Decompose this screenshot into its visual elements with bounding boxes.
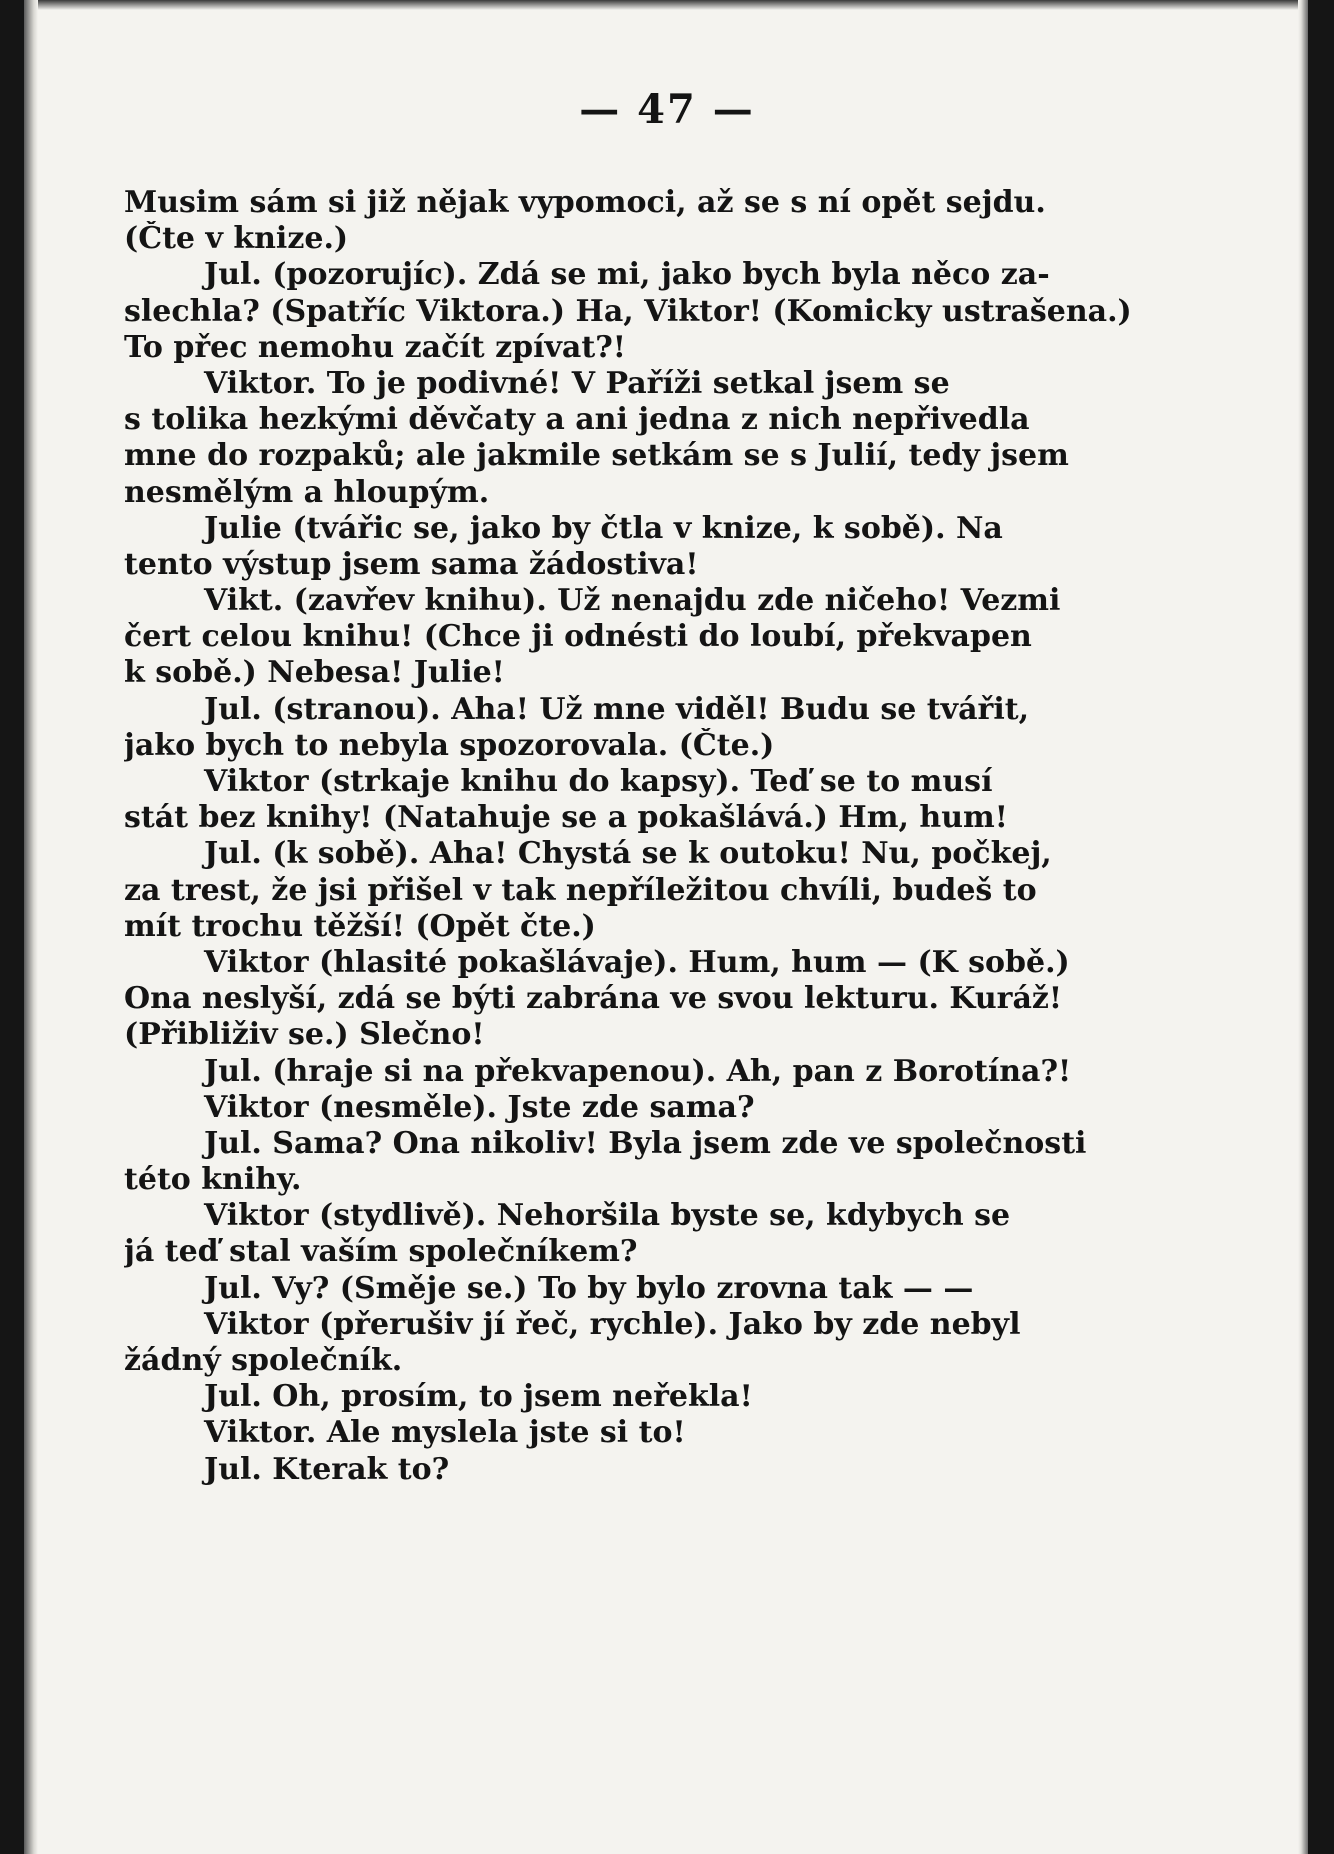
text-line: s tolika hezkými děvčaty a ani jedna z nich nepřivedla bbox=[124, 402, 1030, 438]
scan-edge-top bbox=[0, 0, 1334, 10]
text-line: Jul. (stranou). Aha! Už mne viděl! Budu se tvářit, bbox=[204, 691, 1030, 727]
text-line: Jul. (hraje si na překvapenou). Ah, pan z Borotína?! bbox=[204, 1053, 1072, 1089]
text-line: jako bych to nebyla spozorovala. (Čte.) bbox=[124, 727, 775, 763]
text-line: Viktor. Ale myslela jste si to! bbox=[204, 1415, 686, 1451]
text-line: této knihy. bbox=[124, 1162, 302, 1198]
text-block bbox=[124, 185, 1164, 1488]
text-line: Ona neslyší, zdá se býti zabrána ve svou lekturu. Kuráž! bbox=[124, 981, 1063, 1017]
text-line: Musim sám si již nějak vypomoci, až se s ní opět sejdu. bbox=[124, 185, 1046, 220]
scan-gutter-left bbox=[24, 0, 38, 1854]
text-line: nesmělým a hloupým. bbox=[124, 474, 490, 510]
text-line: tento výstup jsem sama žádostiva! bbox=[124, 546, 699, 582]
text-line: slechla? (Spatříc Viktora.) Ha, Viktor! (Komicky ustrašena.) bbox=[124, 293, 1132, 329]
text-line: Viktor (nesměle). Jste zde sama? bbox=[204, 1089, 755, 1125]
text-line: (Čte v knize.) bbox=[124, 221, 349, 257]
page-number: — 47 — bbox=[579, 86, 755, 133]
text-line: Jul. Vy? (Směje se.) To by bylo zrovna tak — — bbox=[204, 1270, 974, 1306]
text-line: žádný společník. bbox=[124, 1343, 403, 1378]
text-line: Jul. (k sobě). Aha! Chystá se k outoku! Nu, počkej, bbox=[204, 836, 1052, 872]
scan-edge-right bbox=[1308, 0, 1334, 1854]
text-line: Viktor (přerušiv jí řeč, rychle). Jako by zde nebyl bbox=[204, 1306, 1021, 1342]
text-line: To přec nemohu začít zpívat?! bbox=[124, 329, 626, 365]
text-line: mít trochu těžší! (Opět čte.) bbox=[124, 908, 596, 944]
text-line: já teď stal vaším společníkem? bbox=[124, 1234, 638, 1270]
text-line: mne do rozpaků; ale jakmile setkám se s Julií, tedy jsem bbox=[124, 438, 1069, 474]
text-line: Jul. Sama? Ona nikoliv! Byla jsem zde ve společnosti bbox=[204, 1125, 1087, 1161]
text-line: Vikt. (zavřev knihu). Už nenajdu zde ničeho! Vezmi bbox=[204, 583, 1061, 619]
text-line: Julie (tvářic se, jako by čtla v knize, k sobě). Na bbox=[204, 510, 1003, 546]
text-line: (Přibliživ se.) Slečno! bbox=[124, 1017, 485, 1053]
text-line: Jul. Kterak to? bbox=[204, 1451, 450, 1487]
text-line: k sobě.) Nebesa! Julie! bbox=[124, 655, 505, 691]
text-line: Viktor (stydlivě). Nehoršila byste se, kdybych se bbox=[204, 1198, 1011, 1234]
text-line: Jul. (pozorujíc). Zdá se mi, jako bych byla něco za- bbox=[204, 257, 1050, 293]
text-line: Viktor (strkaje knihu do kapsy). Teď se to musí bbox=[204, 764, 993, 799]
scan-gutter-right bbox=[1298, 0, 1308, 1854]
text-line: čert celou knihu! (Chce ji odnésti do loubí, překvapen bbox=[124, 619, 1032, 655]
scan-edge-left bbox=[0, 0, 24, 1854]
text-line: Jul. Oh, prosím, to jsem neřekla! bbox=[204, 1379, 753, 1415]
text-line: Viktor (hlasité pokašlávaje). Hum, hum — (K sobě.) bbox=[204, 944, 1070, 980]
text-line: Viktor. To je podivné! V Paříži setkal jsem se bbox=[204, 365, 950, 401]
text-line: za trest, že jsi přišel v tak nepříležitou chvíli, budeš to bbox=[124, 872, 1037, 908]
text-line: stát bez knihy! (Natahuje se a pokašlává.) Hm, hum! bbox=[124, 800, 1008, 836]
